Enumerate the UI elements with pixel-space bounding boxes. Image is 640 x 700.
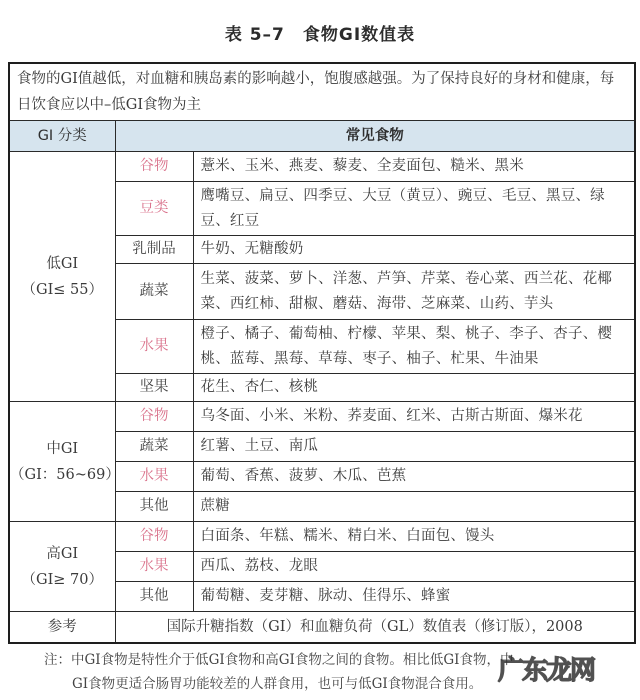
level-name: 高GI bbox=[46, 545, 79, 562]
foods-cell: 花生、杏仁、核桃 bbox=[193, 374, 635, 402]
foods-cell: 红薯、土豆、南瓜 bbox=[193, 432, 635, 462]
table-row bbox=[9, 152, 635, 182]
level-range: （GI≤ 55） bbox=[21, 281, 104, 298]
table-title: 表 5–7 食物GI数值表 bbox=[224, 25, 416, 45]
category-cell: 蔬菜 bbox=[115, 432, 193, 462]
category-cell: 其他 bbox=[115, 582, 193, 612]
foods-cell: 薏米、玉米、燕麦、藜麦、全麦面包、糙米、黑米 bbox=[193, 152, 635, 182]
level-cell-medium bbox=[9, 402, 120, 522]
level-name: 中GI bbox=[46, 440, 79, 457]
reference-row bbox=[9, 612, 635, 644]
foods-cell: 鹰嘴豆、扁豆、四季豆、大豆（黄豆）、豌豆、毛豆、黑豆、绿豆、红豆 bbox=[193, 182, 635, 236]
level-name: 低GI bbox=[46, 255, 79, 272]
table-row bbox=[9, 402, 635, 432]
category-cell: 谷物 bbox=[115, 402, 193, 432]
footnote-line-1: 注：中GI食物是特性介于低GI食物和高GI食物之间的食物。相比低GI食物，中 bbox=[44, 652, 514, 668]
level-cell-high bbox=[9, 522, 115, 612]
intro-row bbox=[9, 63, 635, 121]
level-range: （GI≥ 70） bbox=[21, 571, 104, 588]
table-row bbox=[9, 522, 635, 552]
reference-label: 参考 bbox=[9, 612, 115, 644]
category-cell: 豆类 bbox=[115, 182, 193, 236]
level-cell-low bbox=[9, 152, 115, 402]
foods-cell: 西瓜、荔枝、龙眼 bbox=[193, 552, 635, 582]
category-cell: 蔬菜 bbox=[115, 264, 193, 320]
category-cell: 水果 bbox=[115, 462, 193, 492]
gi-table bbox=[8, 62, 636, 644]
watermark-logo: 广东龙网 bbox=[498, 656, 595, 686]
foods-cell: 葡萄糖、麦芽糖、脉动、佳得乐、蜂蜜 bbox=[193, 582, 635, 612]
category-cell: 谷物 bbox=[115, 522, 193, 552]
foods-cell: 葡萄、香蕉、菠萝、木瓜、芭蕉 bbox=[193, 462, 635, 492]
category-cell: 其他 bbox=[115, 492, 193, 522]
footnote-line-2: GI食物更适合肠胃功能较差的人群食用，也可与低GI食物混合食用。 bbox=[72, 676, 483, 692]
header-gi-category: GI 分类 bbox=[9, 121, 115, 152]
category-cell: 水果 bbox=[115, 552, 193, 582]
foods-cell: 生菜、菠菜、萝卜、洋葱、芦笋、芹菜、卷心菜、西兰花、花椰菜、西红柿、甜椒、蘑菇、海带、芝麻菜、山药、芋头 bbox=[193, 264, 635, 320]
header-row bbox=[9, 121, 635, 152]
category-cell: 乳制品 bbox=[115, 236, 193, 264]
reference-text: 国际升糖指数（GI）和血糖负荷（GL）数值表（修订版），2008 bbox=[115, 612, 635, 644]
foods-cell: 蔗糖 bbox=[193, 492, 635, 522]
foods-cell: 白面条、年糕、糯米、精白米、白面包、馒头 bbox=[193, 522, 635, 552]
header-common-foods: 常见食物 bbox=[115, 121, 635, 152]
foods-cell: 牛奶、无糖酸奶 bbox=[193, 236, 635, 264]
intro-text: 食物的GI值越低，对血糖和胰岛素的影响越小，饱腹感越强。为了保持良好的身材和健康，每日饮食应以中–低GI食物为主 bbox=[9, 63, 635, 121]
level-range: （GI：56~69） bbox=[10, 466, 120, 483]
category-cell: 谷物 bbox=[115, 152, 193, 182]
foods-cell: 乌冬面、小米、米粉、荞麦面、红米、古斯古斯面、爆米花 bbox=[193, 402, 635, 432]
foods-cell: 橙子、橘子、葡萄柚、柠檬、苹果、梨、桃子、李子、杏子、樱桃、蓝莓、黑莓、草莓、枣子、柚子、杧果、牛油果 bbox=[193, 320, 635, 374]
category-cell: 水果 bbox=[115, 320, 193, 374]
category-cell: 坚果 bbox=[115, 374, 193, 402]
